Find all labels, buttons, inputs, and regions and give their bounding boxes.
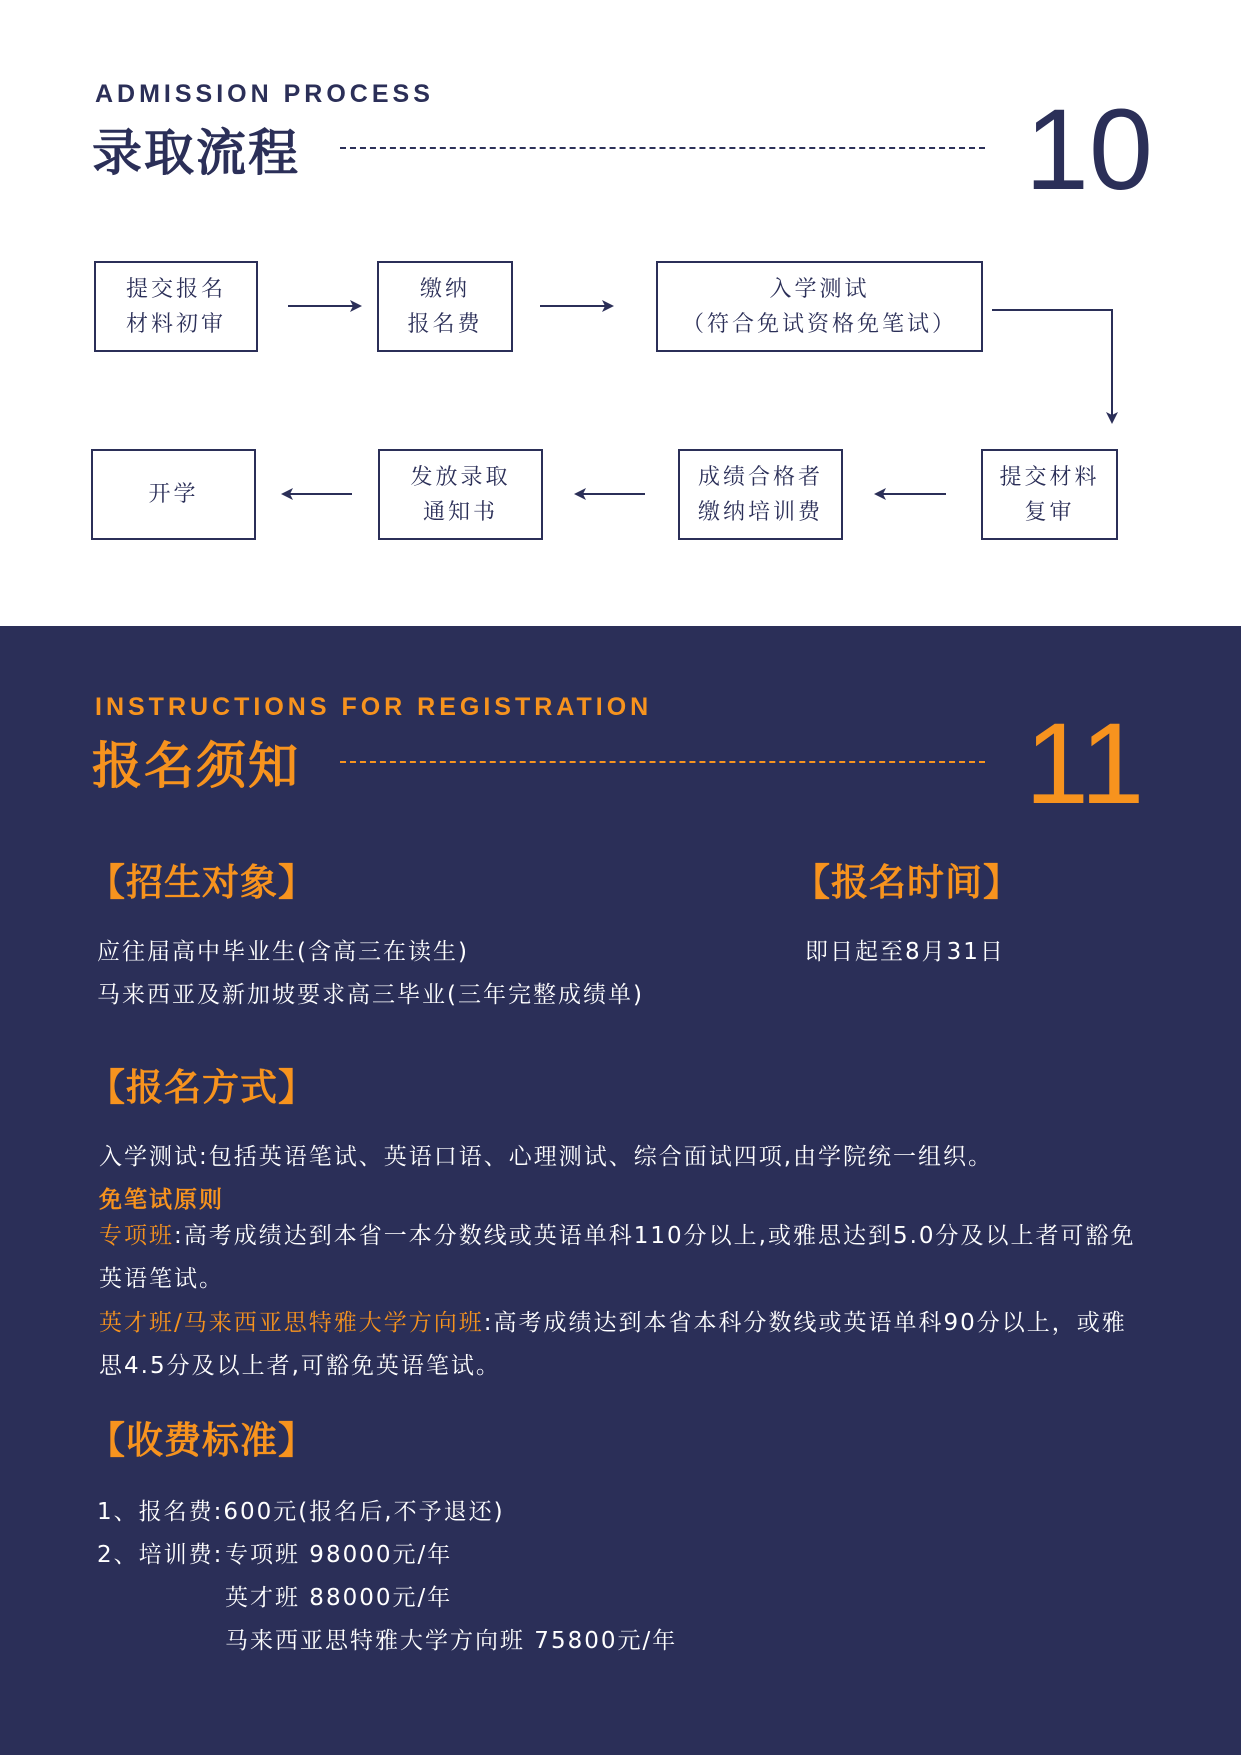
special-class-text: :高考成绩达到本省一本分数线或英语单科110分以上,或雅思达到5.0分及以上者可豁免英语笔试。 <box>99 1223 1136 1292</box>
time-heading: 【报名时间】 <box>793 861 1021 904</box>
admission-title-en: ADMISSION PROCESS <box>95 80 434 108</box>
flow-step-submit-application <box>94 261 258 352</box>
fees-heading: 【收费标准】 <box>88 1419 316 1462</box>
registration-section-number: 11 <box>1025 700 1145 828</box>
flow-step-entrance-test <box>656 261 983 352</box>
flow-step-line1: 开学 <box>148 482 199 507</box>
fee-line-2-prefix: 2、培训费: <box>97 1542 224 1568</box>
flow-step-pay-training <box>678 449 843 540</box>
method-exempt-title: 免笔试原则 <box>99 1187 224 1213</box>
fee-item: 专项班 98000元/年 <box>225 1542 453 1568</box>
special-class-label: 专项班 <box>99 1223 174 1249</box>
flow-step-line2: 材料初审 <box>125 311 226 337</box>
flow-step-pay-fee <box>377 261 513 352</box>
method-special-paragraph <box>99 1215 1139 1301</box>
target-line-2: 马来西亚及新加坡要求高三毕业(三年完整成绩单) <box>97 982 644 1008</box>
flow-step-line1: 缴纳 <box>419 276 470 302</box>
time-line-1: 即日起至8月31日 <box>805 939 1005 965</box>
registration-dashed-divider <box>340 761 985 763</box>
target-line-1: 应往届高中毕业生(含高三在读生) <box>97 939 469 965</box>
flow-step-line1: 提交材料 <box>999 464 1100 490</box>
flow-step-line2: 复审 <box>1024 499 1075 525</box>
method-elite-paragraph <box>99 1302 1139 1388</box>
fee-item: 英才班 88000元/年 <box>225 1585 453 1611</box>
admission-title-cn: 录取流程 <box>92 124 300 182</box>
method-test-line: 入学测试:包括英语笔试、英语口语、心理测试、综合面试四项,由学院统一组织。 <box>99 1144 994 1170</box>
elite-class-text: :高考成绩达到本省本科分数线或英语单科90分以上，或雅思4.5分及以上者,可豁免英语笔试。 <box>99 1310 1127 1379</box>
registration-title-cn: 报名须知 <box>92 737 300 795</box>
flow-step-line1: 入学测试 <box>769 276 870 302</box>
fee-item: 马来西亚思特雅大学方向班 75800元/年 <box>225 1628 678 1654</box>
flow-step-line2: 通知书 <box>422 499 498 525</box>
target-heading: 【招生对象】 <box>88 861 316 904</box>
flow-step-line2: 报名费 <box>407 311 483 337</box>
flow-step-admission-notice <box>378 449 543 540</box>
flow-step-start-school <box>91 449 256 540</box>
elite-class-label: 英才班/马来西亚思特雅大学方向班 <box>99 1310 484 1336</box>
flow-step-line1: 发放录取 <box>410 464 511 490</box>
method-heading: 【报名方式】 <box>88 1066 316 1109</box>
flow-step-review <box>981 449 1118 540</box>
admission-section-number: 10 <box>1025 86 1153 214</box>
flow-step-line1: 成绩合格者 <box>697 464 823 490</box>
arrow-down-turn <box>992 310 1112 422</box>
registration-title-en: INSTRUCTIONS FOR REGISTRATION <box>95 693 653 721</box>
flow-step-line2: 缴纳培训费 <box>697 499 823 525</box>
fee-line-1: 1、报名费:600元(报名后,不予退还) <box>97 1499 505 1525</box>
flow-step-line2: （符合免试资格免笔试） <box>681 311 957 337</box>
flow-step-line1: 提交报名 <box>125 276 226 302</box>
